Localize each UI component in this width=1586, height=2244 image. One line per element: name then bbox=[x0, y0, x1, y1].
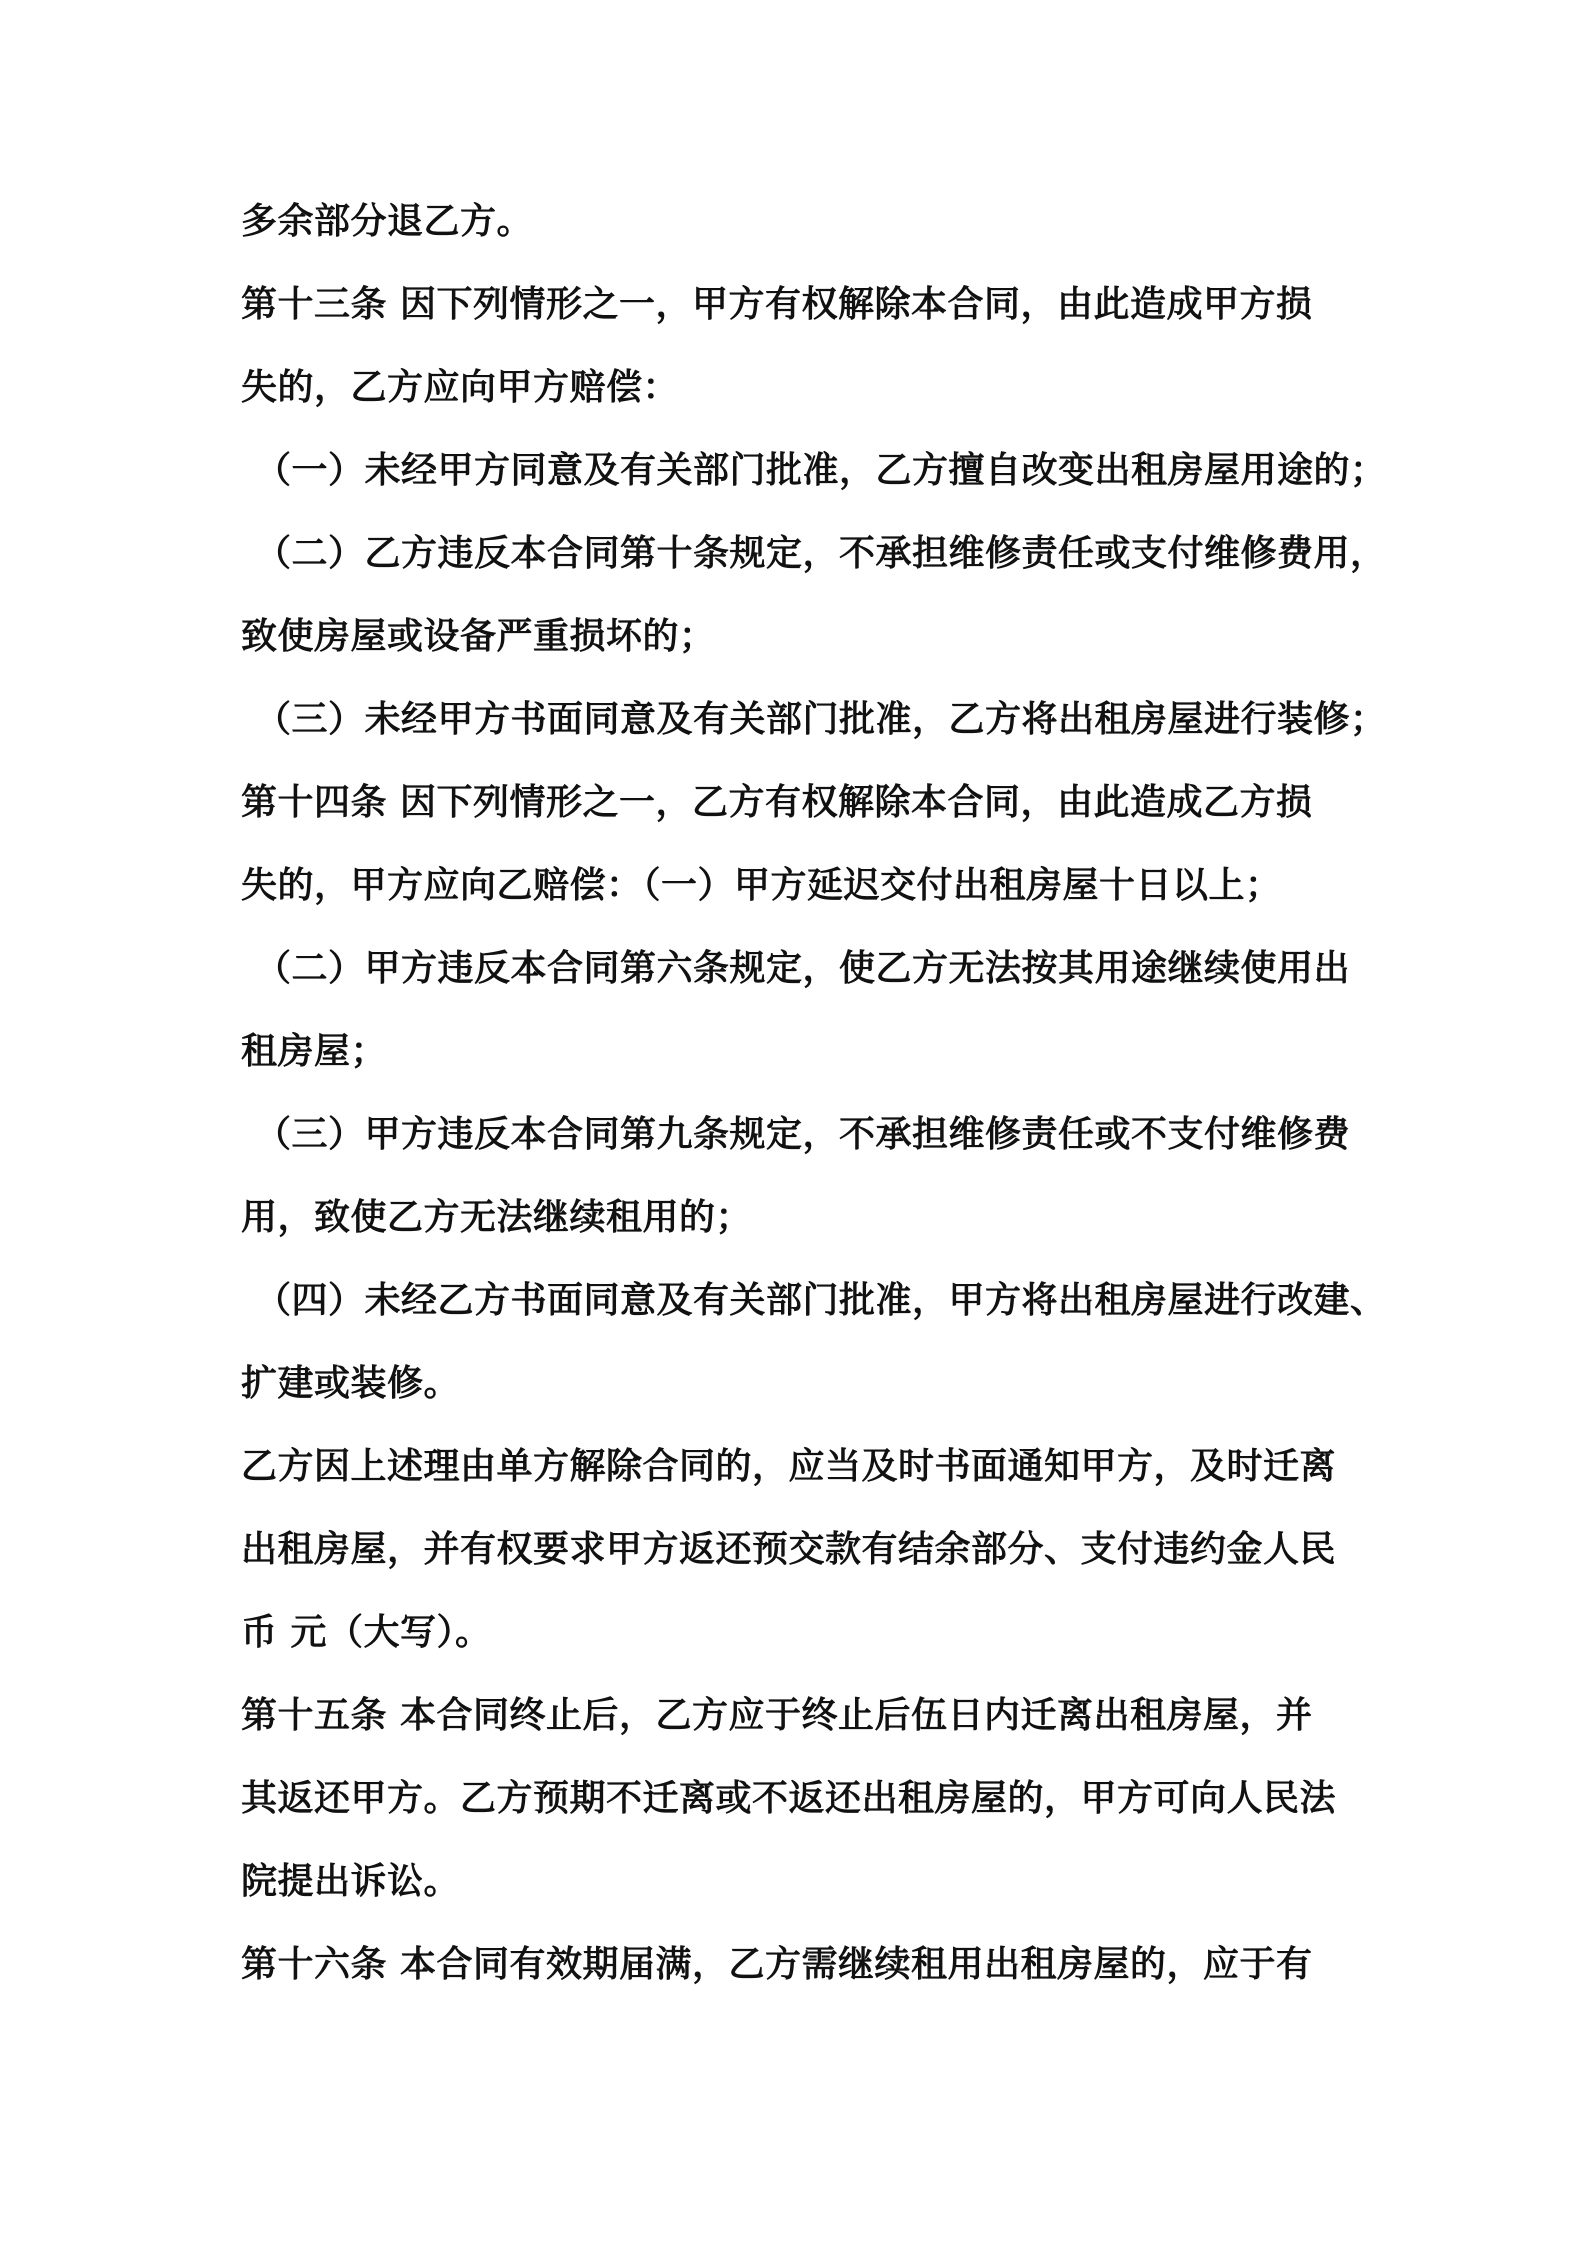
text-line: 扩建或装修。 bbox=[241, 1363, 461, 1404]
text-line: 致使房屋或设备严重损坏的； bbox=[241, 616, 716, 657]
clause-14-item-2: （二）甲方违反本合同第六条规定，使乙方无法按其用途继续使用出 bbox=[255, 948, 1351, 989]
clause-14-item-4: （四）未经乙方书面同意及有关部门批准，甲方将出租房屋进行改建、 bbox=[255, 1280, 1387, 1321]
clause-14-item-3: （三）甲方违反本合同第九条规定，不承担维修责任或不支付维修费 bbox=[255, 1114, 1351, 1155]
text-line: 币 元（大写）。 bbox=[241, 1612, 492, 1653]
clause-13-item-1: （一）未经甲方同意及有关部门批准，乙方擅自改变出租房屋用途的； bbox=[255, 450, 1387, 491]
clause-13-item-2: （二）乙方违反本合同第十条规定，不承担维修责任或支付维修费用， bbox=[255, 533, 1387, 574]
clause-15-heading: 第十五条 本合同终止后，乙方应于终止后伍日内迁离出租房屋，并 bbox=[241, 1695, 1313, 1736]
clause-14-item-1: 失的，甲方应向乙赔偿：（一）甲方延迟交付出租房屋十日以上； bbox=[241, 865, 1282, 906]
clause-14-note: 乙方因上述理由单方解除合同的，应当及时书面通知甲方，及时迁离 bbox=[241, 1446, 1337, 1487]
text-line: 用，致使乙方无法继续租用的； bbox=[241, 1197, 753, 1238]
clause-14-heading: 第十四条 因下列情形之一，乙方有权解除本合同，由此造成乙方损 bbox=[241, 782, 1313, 823]
text-line: 多余部分退乙方。 bbox=[241, 201, 534, 242]
text-line: 院提出诉讼。 bbox=[241, 1861, 461, 1902]
clause-16-heading: 第十六条 本合同有效期届满，乙方需继续租用出租房屋的，应于有 bbox=[241, 1944, 1313, 1985]
text-line: 其返还甲方。乙方预期不迁离或不返还出租房屋的，甲方可向人民法 bbox=[241, 1778, 1337, 1819]
clause-13-item-3: （三）未经甲方书面同意及有关部门批准，乙方将出租房屋进行装修； bbox=[255, 699, 1387, 740]
clause-13-heading: 第十三条 因下列情形之一，甲方有权解除本合同，由此造成甲方损 bbox=[241, 284, 1313, 325]
text-line: 失的，乙方应向甲方赔偿： bbox=[241, 367, 680, 408]
text-line: 出租房屋，并有权要求甲方返还预交款有结余部分、支付违约金人民 bbox=[241, 1529, 1337, 1570]
text-line: 租房屋； bbox=[241, 1031, 388, 1072]
